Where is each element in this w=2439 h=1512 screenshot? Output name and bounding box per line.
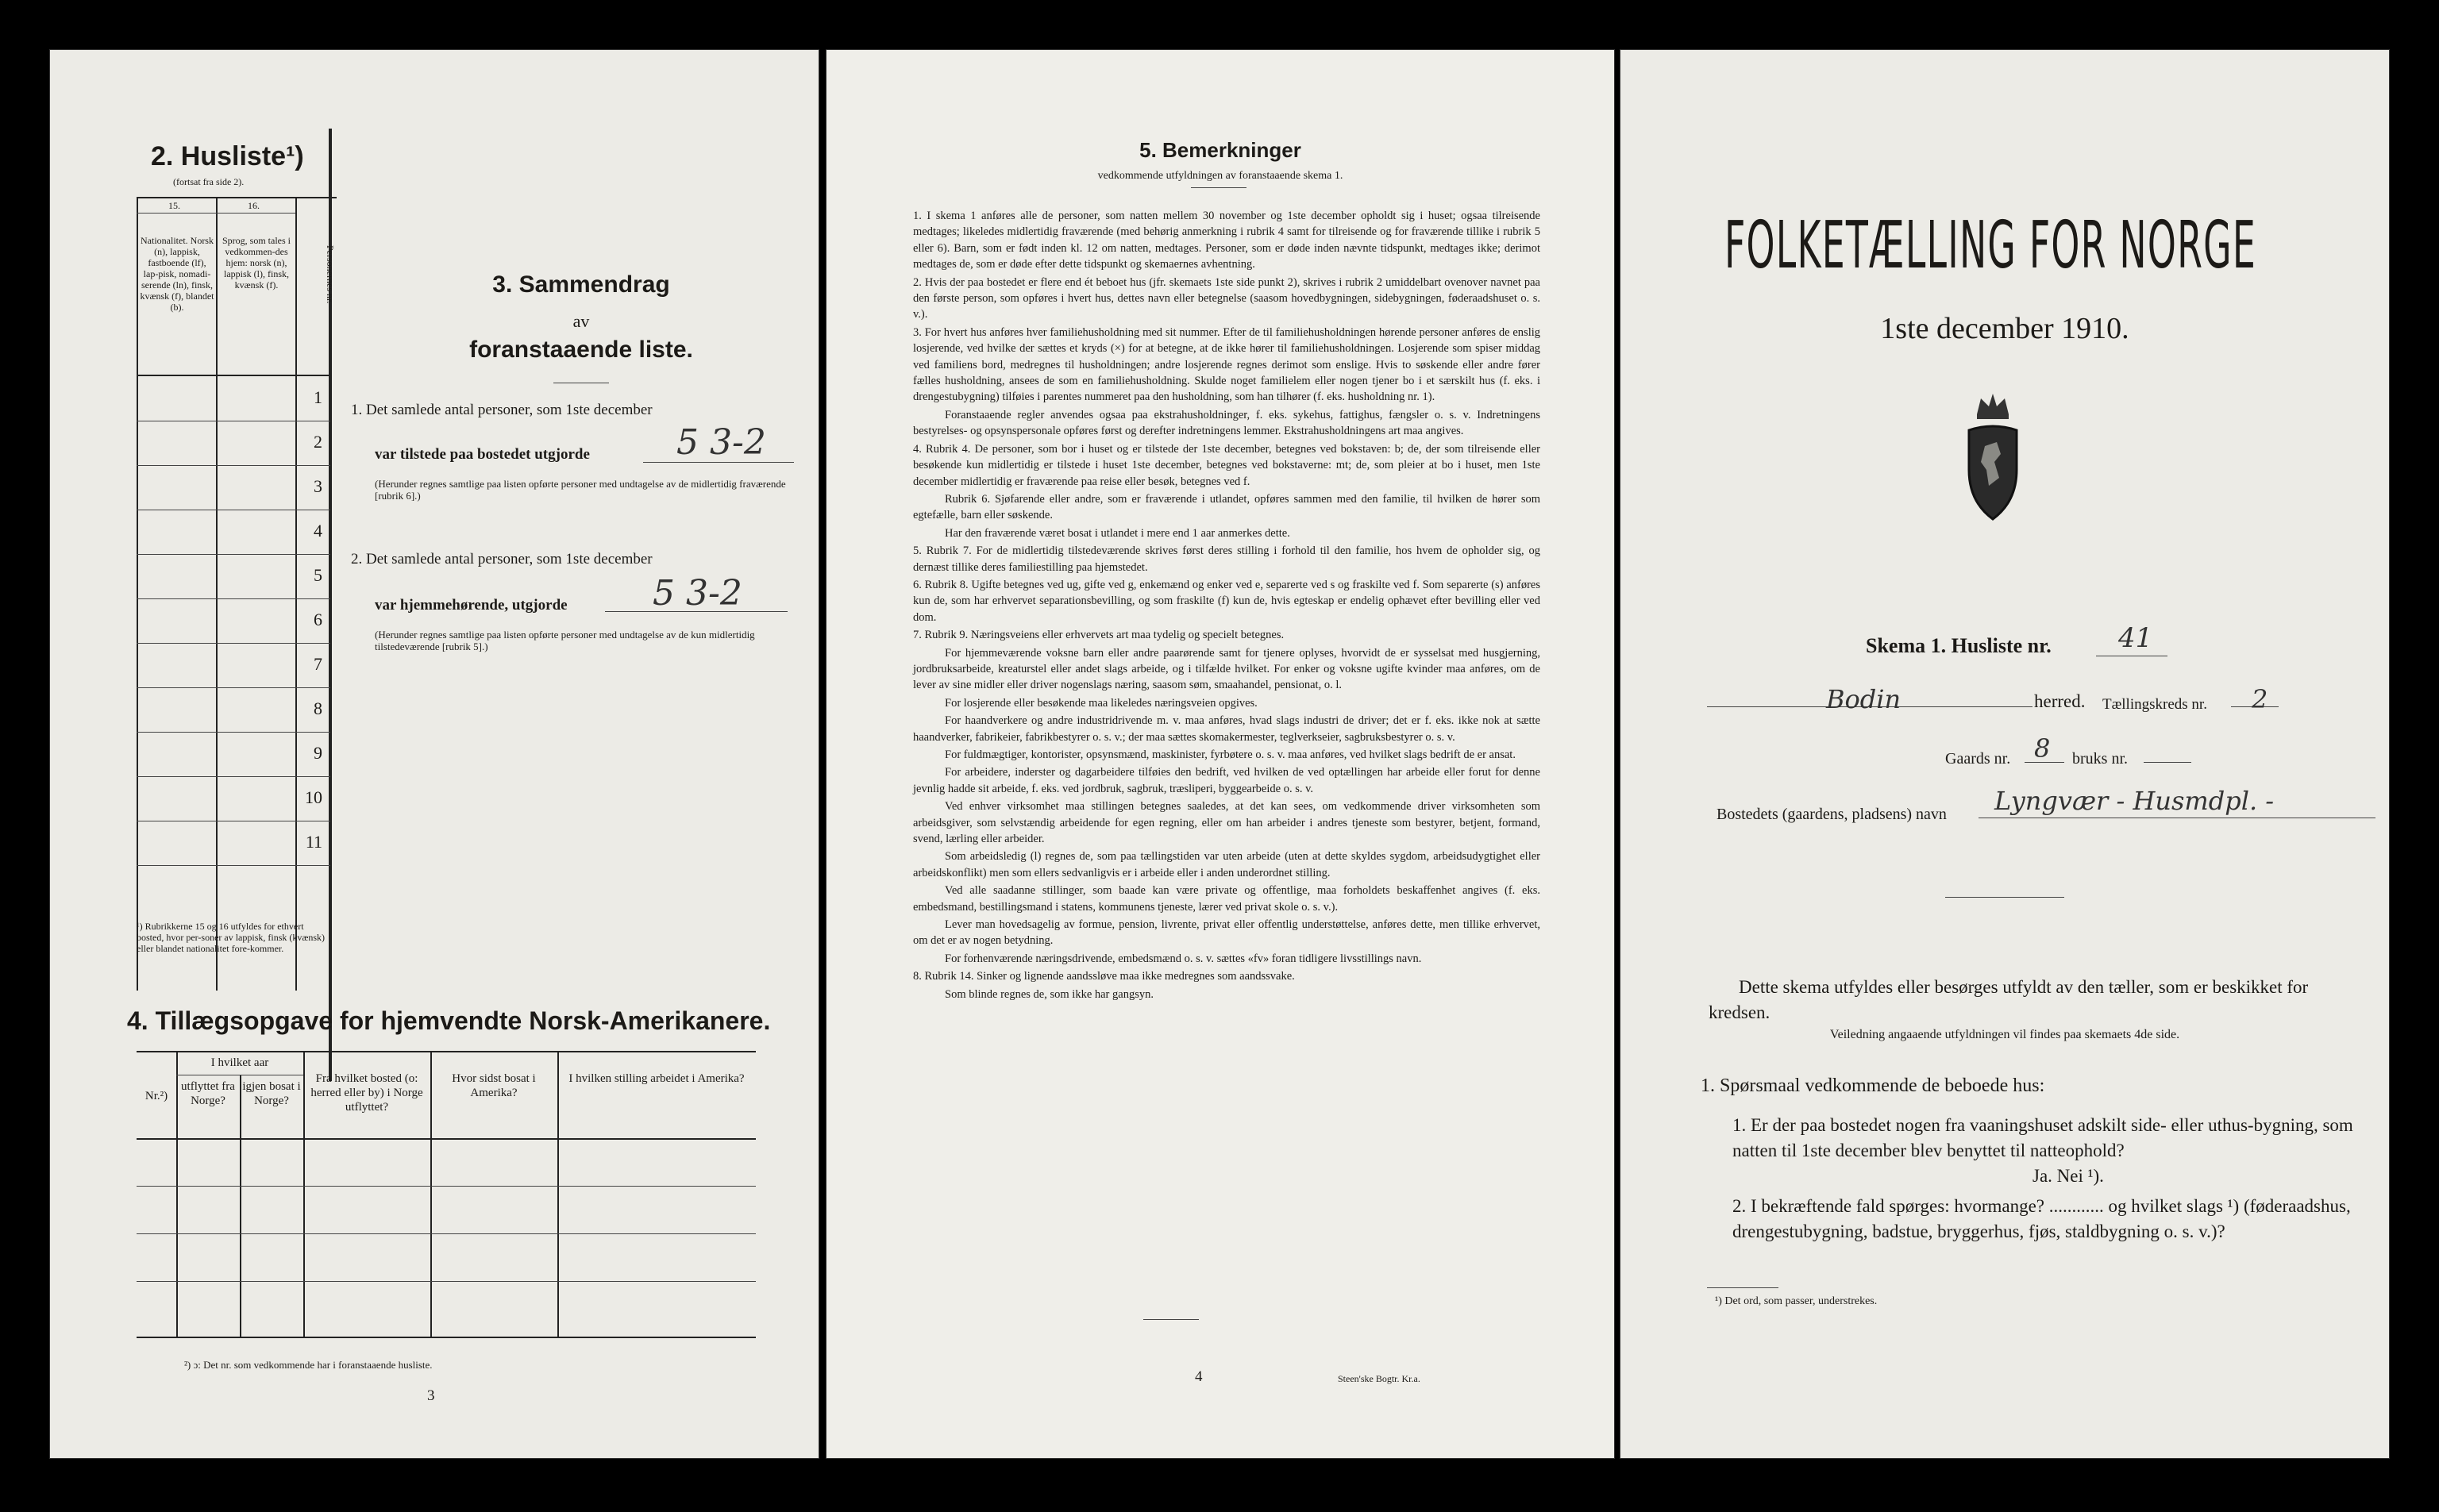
remark-paragraph: Som blinde regnes de, som ikke har gangsyn. — [945, 987, 1154, 1001]
page-middle — [826, 49, 1615, 1459]
remark-paragraph: 6. Rubrik 8. Ugifte betegnes ved ug, gifte ved g, enkemænd og enker ved e, separerte ved s og fraskilte ved f. Som separerte (s) anføres kun de, som har erhvervet separationsbevilling, og som fraskilte (f) kun de, hvis egteskap er endelig ophævet efter bevilling eller ved dom. — [913, 578, 1540, 624]
table-col-rule — [295, 197, 297, 991]
row-number: 7 — [314, 654, 322, 674]
row-number: 3 — [314, 476, 322, 496]
col15-number: 15. — [168, 200, 180, 211]
tillaeg-head-amerika: Hvor sidst bosat i Amerika? — [452, 1072, 536, 1099]
row-number: 11 — [305, 832, 322, 852]
tillaeg-title: 4. Tillægsopgave for hjemvendte Norsk-Amerikanere. — [127, 1006, 771, 1035]
summary-title: 3. Sammendrag — [492, 271, 670, 298]
table-row-rule — [137, 732, 330, 733]
tillaeg-head-aar: I hvilket aar — [210, 1056, 269, 1069]
tillaeg-row-rule — [137, 1186, 756, 1187]
herred-handwritten: Bodin — [1826, 684, 1901, 714]
coat-of-arms-icon — [1953, 383, 2032, 525]
taellingskreds-handwritten: 2 — [2252, 684, 2268, 714]
page-right — [1620, 49, 2390, 1459]
remark-paragraph: 4. Rubrik 4. De personer, som bor i huset og er tilstede der 1ste december, betegnes ved bokstaven: b; de, der som tilreisende eller besøkende kun midlertidig er tilstede i huset 1ste december, betegnes ved bokstaverne: mt; de, som pleier at bo i huset, men 1ste december midlertidig er fraværende paa reise eller besøk, betegnes ved f. — [913, 442, 1540, 488]
questions-heading: 1. Spørsmaal vedkommende de beboede hus: — [1701, 1075, 2045, 1096]
tillaeg-row-rule — [137, 1233, 756, 1234]
page-number: 4 — [1195, 1368, 1203, 1385]
tillaeg-head-stilling: I hvilken stilling arbeidet i Amerika? — [568, 1072, 745, 1085]
table-row-rule — [137, 776, 330, 777]
tillaeg-row-rule — [137, 1281, 756, 1282]
bruks-label: bruks nr. — [2072, 750, 2128, 768]
taellingskreds-label: Tællingskreds nr. — [2102, 696, 2207, 713]
tillaeg-head-igjen: igjen bosat i Norge? — [242, 1080, 301, 1107]
remarks-title: 5. Bemerkninger — [1139, 138, 1301, 162]
remark-paragraph: 2. Hvis der paa bostedet er flere end ét beboet hus (jfr. skemaets 1ste side punkt 2), skrives i rubrik 2 umiddelbart ovenover navnet paa den første person, som opføres i hvert hus, dettes navn eller betegnelse (saasom hovedbygningen, sidebygningen, føderaadshuset o. s. v.). — [913, 275, 1540, 321]
remark-paragraph: Lever man hovedsagelig av formue, pension, livrente, privat eller offentlig understøttelse, anføres dette, men tillike erhvervet, om det er av nogen betydning. — [913, 918, 1540, 948]
row-number: 6 — [314, 610, 322, 629]
remark-paragraph: Som arbeidsledig (l) regnes de, som paa tællingstiden var uten arbeide (uten at dette skyldes sygdom, arbeidsudygtighet eller arbeidskonflikt) men som ellers sedvanligvis er i arbeide eller i anden underordnet stilling. — [913, 850, 1540, 879]
table-num-rule — [137, 213, 295, 214]
table-row-rule — [137, 687, 330, 688]
bosted-handwritten: Lyngvær - Husmdpl. - — [1994, 786, 2275, 816]
husliste-nr-handwritten: 41 — [2118, 622, 2153, 654]
remark-paragraph: Har den fraværende været bosat i utlandet i mere end 1 aar anmerkes dette. — [945, 526, 1290, 540]
tillaeg-head-utflyttet: utflyttet fra Norge? — [181, 1080, 235, 1107]
skema-label: Skema 1. Husliste nr. — [1866, 634, 2052, 657]
sum1-handwritten: 5 3-2 — [676, 422, 766, 463]
remarks-subtitle: vedkommende utfyldningen av foranstaaende skema 1. — [1097, 170, 1343, 182]
husliste-title: 2. Husliste¹) — [151, 141, 304, 171]
table-row-rule — [137, 598, 330, 599]
remark-paragraph: 3. For hvert hus anføres hver familiehusholdning med sit nummer. Efter de til familiehusholdningen hørende personer anføres de enslig losjerende, ved hvilke der sættes et kryds (×) for at betegne, at de ikke hører til familiehusholdningen. Losjerende som spiser middag ved familiens bord, medregnes til husholdningen; andre losjerende regnes derimot som enslige. Hvis to søskende eller andre fører fælles husholdning, ansees de som en familiehusholdning. Skulde noget familielem eller nogen tjener bo i et særskilt hus (f. eks. i drengestubygning) tilføies i parentes nummeret paa den husholdning, som han tilhører (f. eks. husholdning nr. 1). — [913, 325, 1540, 404]
sum2-note: (Herunder regnes samtlige paa listen opførte personer med undtagelse av de kun midlertidig tilstedeværende [rubrik 5].) — [375, 629, 755, 652]
table-row-rule — [137, 643, 330, 644]
tillaeg-head-rule — [137, 1138, 756, 1140]
table-col-rule — [216, 197, 218, 991]
remark-paragraph: 8. Rubrik 14. Sinker og lignende aandssløve maa ikke medregnes som aandssvake. — [913, 970, 1295, 983]
col15-header: Nationalitet. Norsk (n), lappisk, fastboende (lf), lap-pisk, nomadi-serende (ln), finsk, kvænsk (f), blandet (b). — [140, 235, 214, 313]
bruks-fill-line — [2144, 762, 2191, 763]
sum1-note: (Herunder regnes samtlige paa listen opførte personer med undtagelse av de midlertidig fraværende [rubrik 6].) — [375, 478, 786, 502]
row-number: 1 — [314, 387, 322, 407]
page-left — [49, 49, 819, 1459]
table-row-rule — [137, 865, 330, 866]
remarks-divider — [1191, 187, 1246, 188]
tillaeg-head-nr: Nr.²) — [144, 1090, 168, 1102]
tillaeg-footnote: ²) ɔ: Det nr. som vedkommende har i foranstaaende husliste. — [184, 1359, 433, 1371]
remark-paragraph: For forhenværende næringsdrivende, embedsmænd o. s. v. sættes «fv» foran tidligere livsstillings navn. — [945, 952, 1422, 965]
printer-mark: Steen'ske Bogtr. Kr.a. — [1338, 1373, 1420, 1384]
remarks-body — [913, 208, 1540, 1004]
instruction-text: Dette skema utfyldes eller besørges utfyldt av den tæller, som er beskikket for kredsen. — [1709, 977, 2309, 1022]
remark-paragraph: Rubrik 6. Sjøfarende eller andre, som er fraværende i utlandet, opføres sammen med den familie, til hvilken de hører som egtefælle, barn eller søskende. — [913, 492, 1540, 522]
row-number: 9 — [314, 743, 322, 763]
bosted-label: Bostedets (gaardens, pladsens) navn — [1717, 806, 1947, 823]
sum1-line-a: 1. Det samlede antal personer, som 1ste december — [351, 402, 653, 418]
row-number: 10 — [305, 787, 322, 807]
census-date: 1ste december 1910. — [1880, 312, 2129, 345]
row-number: 2 — [314, 432, 322, 452]
page-number: 3 — [427, 1387, 435, 1404]
row-number: 4 — [314, 521, 322, 541]
remark-paragraph: 7. Rubrik 9. Næringsveiens eller erhvervets art maa tydelig og specielt betegnes. — [913, 629, 1285, 642]
row-number: 5 — [314, 565, 322, 585]
gaards-handwritten: 8 — [2034, 733, 2051, 764]
guidance-text: Veiledning angaaende utfyldningen vil findes paa skemaets 4de side. — [1829, 1028, 2180, 1041]
remark-paragraph: 5. Rubrik 7. For de midlertidig tilstedeværende skrives først deres stilling i forhold til den familie, hos hvem de opholder sig, og dernæst tillike deres familiestilling paa hjemstedet. — [913, 544, 1540, 574]
remark-paragraph: For arbeidere, inderster og dagarbeidere tilføies den bedrift, ved hvilken de ved optællingen har arbeide eller forut for denne jevnlig hadde sit arbeide, f. eks. ved jordbruk, sagbruk, træsliperi, byggearbeide o. s. v. — [913, 766, 1540, 795]
remarks-end-divider — [1143, 1319, 1199, 1320]
sum2-line-a: 2. Det samlede antal personer, som 1ste december — [351, 551, 653, 567]
question-1: 1. Er der paa bostedet nogen fra vaaningshuset adskilt side- eller uthus-bygning, som natten til 1ste december blev benyttet til natteophold? — [1732, 1115, 2353, 1160]
summary-subtitle: foranstaaende liste. — [469, 337, 693, 363]
husliste-subtitle: (fortsat fra side 2). — [173, 176, 245, 187]
table-top-rule — [137, 197, 337, 198]
remark-paragraph: For losjerende eller besøkende maa likeledes næringsveien opgives. — [945, 696, 1258, 710]
remark-paragraph: 1. I skema 1 anføres alle de personer, som natten mellem 30 november og 1ste december opholdt sig i huset; ogsaa tilreisende medtages; likeledes midlertidig fraværende (med behørig anmerkning i rubrik 4 samt for tilreisende og for fraværende tillike i rubrik 5 eller 6). Barn, som er født inden kl. 12 om natten, medtages. Personer, som er døde inden nævnte tidspunkt, medtages ikke; derimot medtages de, som er døde efter dette tidspunkt og skemaernes avhentning. — [913, 210, 1540, 271]
table-head-rule — [137, 375, 330, 376]
tillaeg-col-rule — [557, 1051, 559, 1337]
remark-paragraph: Ved alle saadanne stillinger, som baade kan være private og offentlige, maa forholdets beskaffenhet angives (f. eks. embedsmand, bestillingsmand i statens, kommunens tjeneste, lærer ved privat skole o. s. v.). — [913, 884, 1540, 914]
gaards-label: Gaards nr. — [1945, 750, 2011, 768]
ornament-rule — [1945, 897, 2064, 898]
sum2-handwritten: 5 3-2 — [653, 573, 742, 614]
tillaeg-bottom-rule — [137, 1337, 756, 1338]
remark-paragraph: For haandverkere og andre industridrivende m. v. maa anføres, hvad slags industri de driver; det er f. eks. ikke nok at sætte haandverker, fabrikeier, fabrikbestyrer o. s. v.; der maa sættes skomakermester, teglverkseier, sagbruksbestyrer o. s. v. — [913, 714, 1540, 744]
col16-number: 16. — [248, 200, 260, 211]
remark-paragraph: Foranstaaende regler anvendes ogsaa paa ekstrahusholdninger, f. eks. sykehus, fattighus, fængsler o. s. v. Indretningens bestyrelses- og opsynspersonale opføres først og derefter indretningens lemmer. Ekstrahusholdningens art maa angives. — [913, 408, 1540, 438]
table-row-rule — [137, 465, 330, 466]
question-2: 2. I bekræftende fald spørges: hvormange? ............ og hvilket slags ¹) (føderaadshus, drengestubygning, badstue, bryggerhus, fjøs, staldbygning o. s. v.)? — [1732, 1196, 2351, 1241]
col16-header: Sprog, som tales i vedkommen-des hjem: norsk (n), lappisk (l), finsk, kvænsk (f). — [222, 235, 291, 290]
tillaeg-head-bosted: Fra hvilket bosted (o: herred eller by) i Norge utflyttet? — [310, 1072, 423, 1114]
row-number: 8 — [314, 698, 322, 718]
herred-label: herred. — [2034, 691, 2086, 711]
sum1-line-b: var tilstede paa bostedet utgjorde — [375, 446, 590, 463]
persnr-header: Personernes nr. — [325, 245, 336, 304]
sum2-line-b: var hjemmehørende, utgjorde — [375, 597, 568, 614]
footnote: ¹) Det ord, som passer, understrekes. — [1715, 1295, 1878, 1307]
remark-paragraph: For fuldmægtiger, kontorister, opsynsmænd, maskinister, fyrbøtere o. s. v. maa anføres, ved hvilket slags bedrift de er ansat. — [945, 748, 1516, 761]
remark-paragraph: Ved enhver virksomhet maa stillingen betegnes saaledes, at det kan sees, om vedkommende driver virksomheten som arbeidsgiver, som selvstændig arbeidende for egen regning, eller om han arbeider i andres tjeneste som bestyrer, betjent, formand, svend, lærling eller arbeider. — [913, 800, 1540, 846]
husliste-footnote: ¹) Rubrikkerne 15 og 16 utfyldes for ethvert bosted, hvor per-soner av lappisk, finsk (kvænsk) eller blandet nationalitet fore-kommer. — [137, 921, 326, 954]
census-title: FOLKETÆLLING FOR NORGE — [1724, 208, 2256, 283]
table-left-rule — [137, 197, 138, 991]
tillaeg-top-rule — [137, 1051, 756, 1052]
table-row-rule — [137, 554, 330, 555]
tillaeg-col-rule — [240, 1075, 241, 1337]
remark-paragraph: For hjemmeværende voksne barn eller andre paarørende samt for tjenere oplyses, hvorvidt de er sysselsat med husgjerning, jordbruksarbeide, kreaturstel eller andet slags arbeide, og i tilfælde hvilket. For enker og voksne ugifte kvinder maa anføres, om de lever av sine midler eller driver nogenslags næring, saasom søm, smaahandel, pensionat, o. l. — [913, 646, 1540, 692]
summary-av: av — [572, 311, 590, 331]
question-1-answer: Ja. Nei ¹). — [2032, 1166, 2104, 1186]
footnote-rule — [1707, 1287, 1778, 1288]
